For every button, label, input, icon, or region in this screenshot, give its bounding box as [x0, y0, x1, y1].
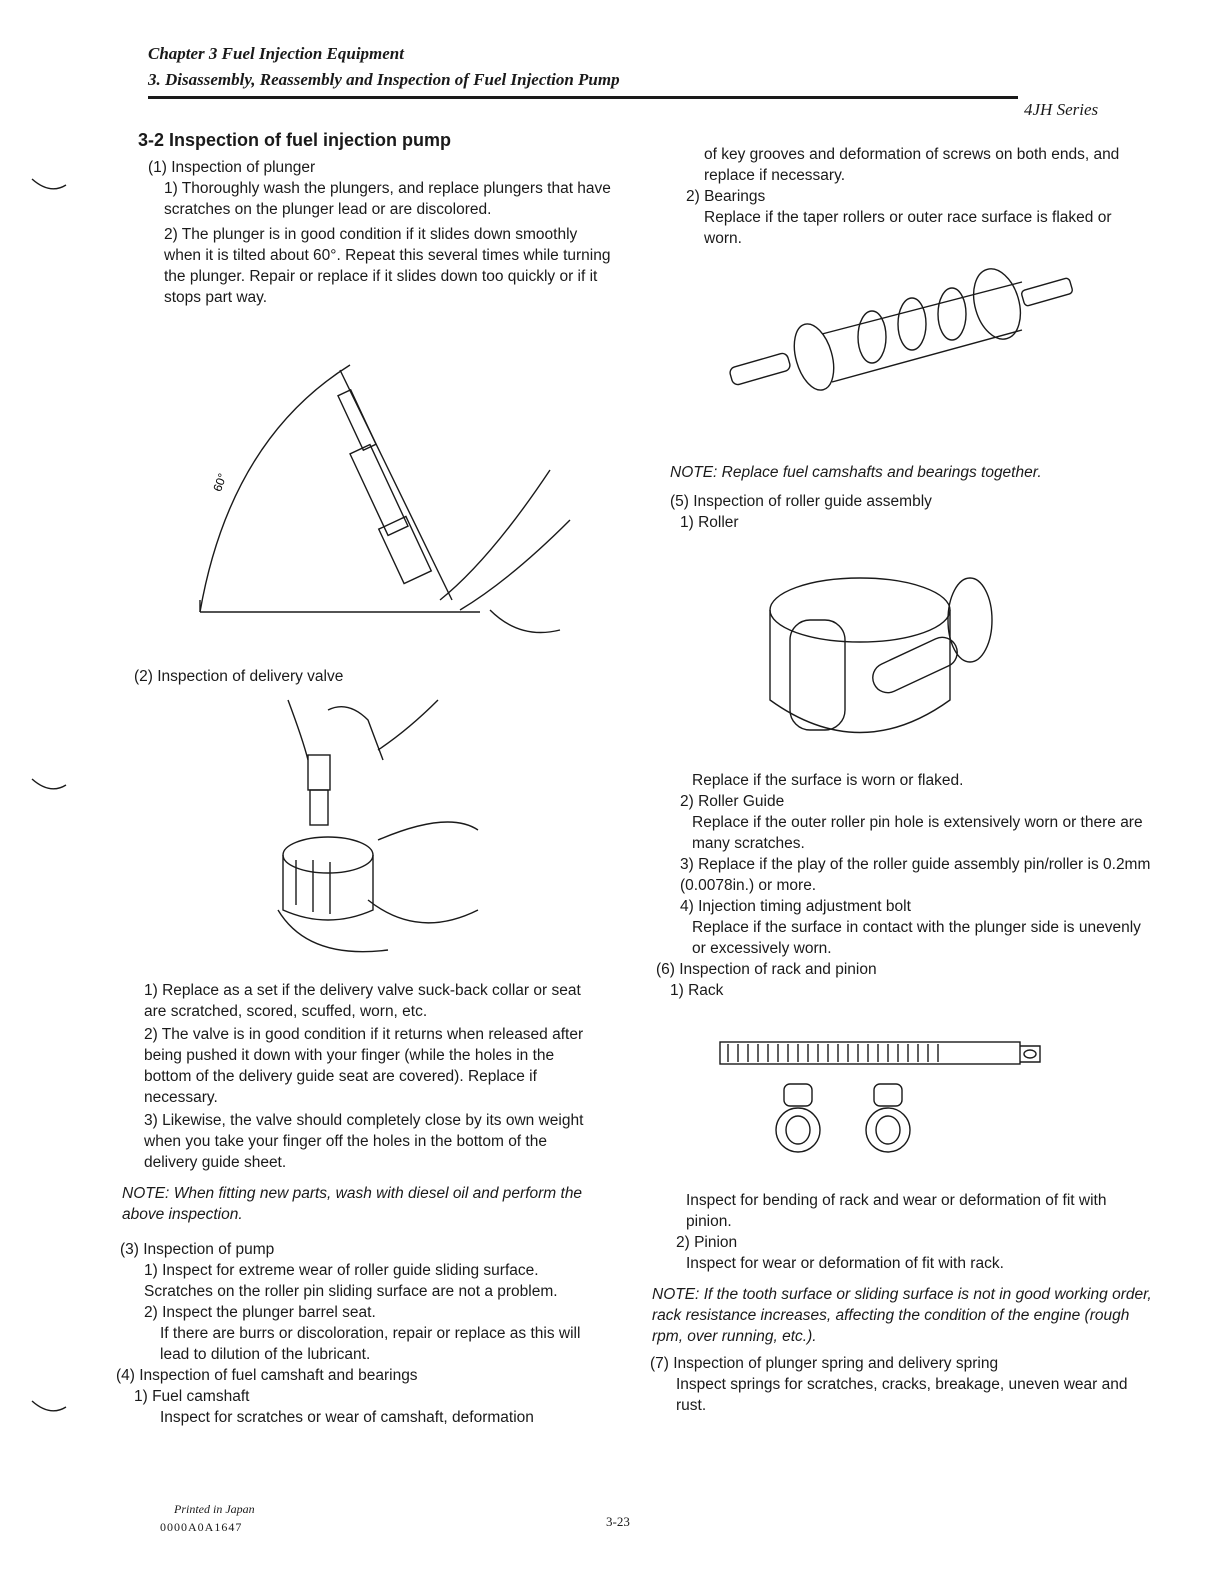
pump-item-2-body: If there are burrs or discoloration, repair or replace as this will lead to dilution of the lubricant. — [160, 1325, 581, 1363]
plunger-title: (1) Inspection of plunger — [148, 159, 316, 176]
delivery-valve-title-wrap — [134, 666, 612, 687]
rack-pinion-figure — [718, 1038, 1048, 1158]
adjust-bolt — [948, 578, 992, 662]
camshaft-cont: of key grooves and deformation of screws on both ends, and replace if necessary. — [704, 146, 1120, 184]
left-column-top — [138, 130, 616, 308]
note-camshaft: NOTE: Replace fuel camshafts and bearings together. — [670, 464, 1042, 481]
spring-body: Inspect springs for scratches, cracks, breakage, uneven wear and rust. — [676, 1376, 1128, 1414]
rack — [720, 1042, 1020, 1064]
valve-item-3: 3) Likewise, the valve should completely close by its own weight when you take your finger off the holes in the bottom of the delivery guide sheet. — [144, 1112, 584, 1171]
section-heading: 3-2 Inspection of fuel injection pump — [138, 130, 452, 150]
angle-label: 60° — [210, 471, 230, 494]
binder-marks — [30, 175, 70, 1435]
roller-guide-item: 2) Roller Guide — [680, 793, 785, 810]
pin-hole — [868, 632, 962, 697]
pump-item-1: 1) Inspect for extreme wear of roller guide sliding surface. Scratches on the roller pin sliding surface are not a problem. — [144, 1262, 558, 1300]
delivery-valve-title: (2) Inspection of delivery valve — [134, 668, 344, 685]
series-label: 4JH Series — [1024, 100, 1099, 119]
doc-code: 0000A0A1647 — [160, 1520, 243, 1534]
camshaft-item-1: 1) Fuel camshaft — [134, 1388, 250, 1405]
plunger-item-1: 1) Thoroughly wash the plungers, and replace plungers that have scratches on the plunger lead or are discolored. — [164, 180, 611, 218]
rack-pinion-title: (6) Inspection of rack and pinion — [656, 961, 877, 978]
pinion-body: Inspect for wear or deformation of fit with rack. — [686, 1255, 1004, 1272]
spring-title: (7) Inspection of plunger spring and delivery spring — [650, 1355, 999, 1372]
delivery-valve-figure — [268, 700, 488, 970]
roller-item: 1) Roller — [680, 514, 739, 531]
roller-body: Replace if the surface is worn or flaked. — [692, 772, 964, 789]
pinion-item: 2) Pinion — [676, 1234, 738, 1251]
right-column-bottom — [650, 1190, 1154, 1416]
right-column-top — [676, 144, 1152, 249]
header-rule — [148, 96, 1018, 99]
plunger-tilt-figure — [190, 360, 590, 650]
play-item: 3) Replace if the play of the roller guide assembly pin/roller is 0.2mm (0.0078in.) or more. — [680, 856, 1151, 894]
printed-in: Printed in Japan — [174, 1502, 255, 1516]
hand-outline-2 — [278, 822, 478, 952]
note-text: When fitting new parts, wash with diesel oil and perform the above inspection. — [122, 1185, 583, 1223]
pinion-2 — [874, 1084, 902, 1106]
note-new-parts — [122, 1183, 604, 1225]
plunger-item-2: 2) The plunger is in good condition if it slides down smoothly when it is tilted about 60°. Repeat this several times while turning the plunger. Repair or replace if it slides down too quickly or if it stops part way. — [164, 226, 611, 306]
pump-item-2: 2) Inspect the plunger barrel seat. — [144, 1304, 376, 1321]
pinion-1 — [784, 1084, 812, 1106]
camshaft-figure — [722, 262, 1082, 412]
valve-item-1: 1) Replace as a set if the delivery valve suck-back collar or seat are scratched, scored, scuffed, worn, etc. — [144, 982, 581, 1020]
section-title: 3. Disassembly, Reassembly and Inspection of Fuel Injection Pump — [148, 70, 620, 89]
roller-guide-title: (5) Inspection of roller guide assembly — [670, 493, 932, 510]
bolt-body: Replace if the surface in contact with the plunger side is unevenly or excessively worn. — [692, 919, 1141, 957]
camshaft-title: (4) Inspection of fuel camshaft and bearings — [116, 1367, 418, 1384]
camshaft-item-1-body: Inspect for scratches or wear of camshaft, deformation — [160, 1409, 534, 1426]
left-column-middle — [116, 980, 604, 1428]
bolt-item: 4) Injection timing adjustment bolt — [680, 898, 911, 915]
roller-guide-body: Replace if the outer roller pin hole is extensively worn or there are many scratches. — [692, 814, 1143, 852]
note3-label: NOTE: — [652, 1286, 700, 1303]
note-label: NOTE: — [122, 1185, 170, 1202]
right-column-lower — [656, 770, 1156, 1001]
right-column-mid — [670, 462, 1150, 533]
fingers-outline — [288, 700, 438, 760]
rack-item: 1) Rack — [670, 982, 724, 999]
rack-body: Inspect for bending of rack and wear or deformation of fit with pinion. — [686, 1192, 1107, 1230]
page-number: 3-23 — [606, 1514, 630, 1529]
note3-text: If the tooth surface or sliding surface is not in good working order, rack resistance increases, affecting the condition of the engine (rough rpm, over running, etc.). — [652, 1286, 1152, 1345]
bearings-item: 2) Bearings — [686, 188, 766, 205]
roller — [790, 620, 845, 730]
roller-guide-figure — [770, 550, 1000, 760]
pump-title: (3) Inspection of pump — [120, 1241, 275, 1258]
hand-outline — [440, 470, 570, 633]
bearing — [966, 263, 1028, 344]
valve-item-2: 2) The valve is in good condition if it returns when released after being pushed it down with your finger (while the holes in the bottom of the delivery guide seat are covered). Replace if necessary. — [144, 1026, 584, 1106]
bearings-body: Replace if the taper rollers or outer race surface is flaked or worn. — [704, 209, 1112, 247]
note-tooth — [652, 1284, 1154, 1347]
chapter-title: Chapter 3 Fuel Injection Equipment — [148, 44, 404, 63]
